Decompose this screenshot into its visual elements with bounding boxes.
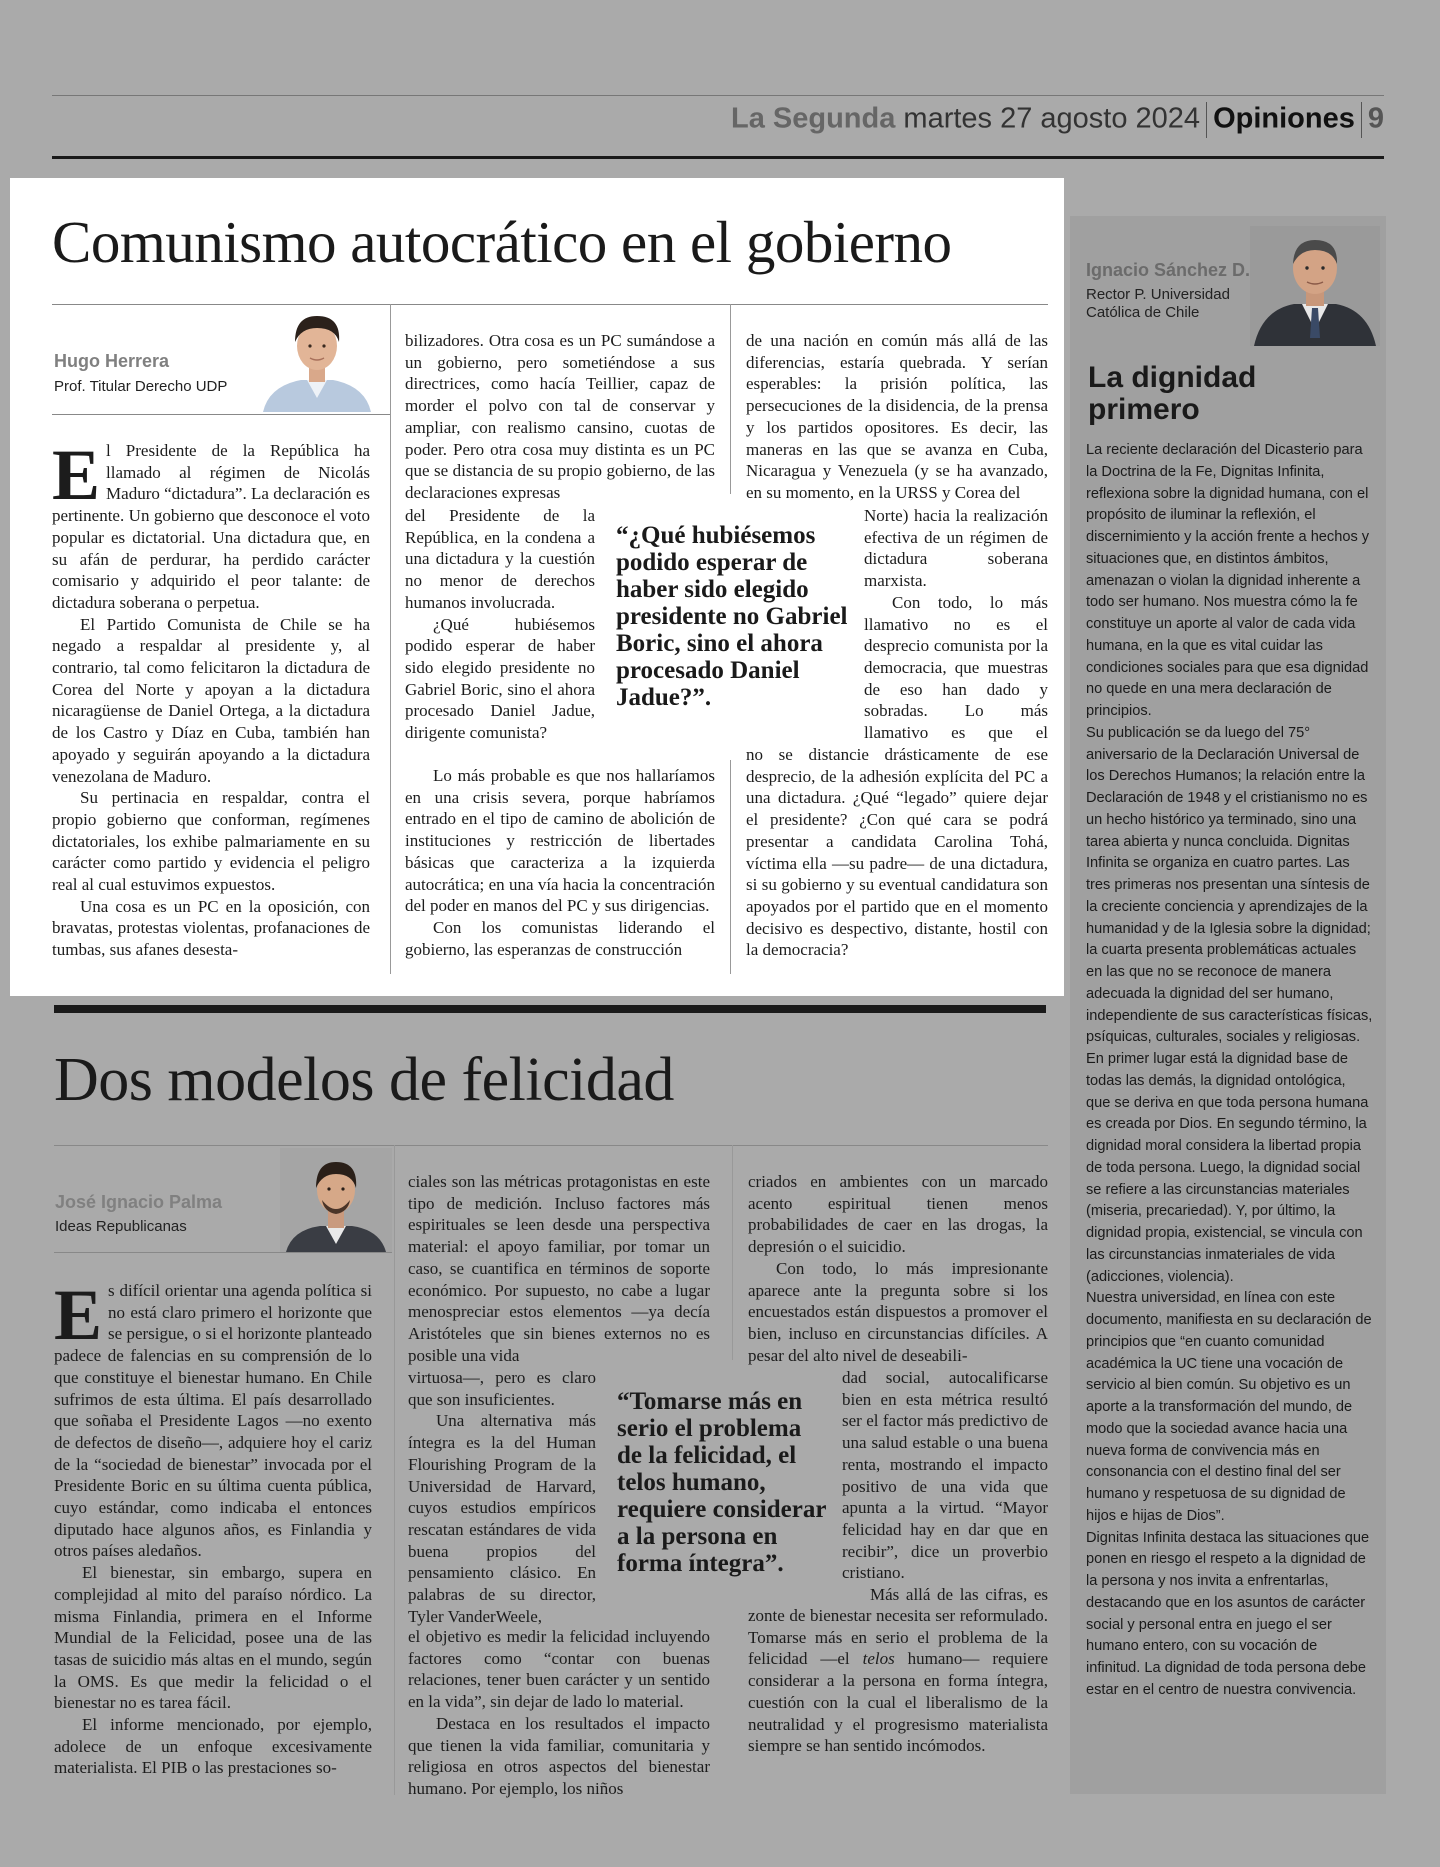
paragraph: Con todo, lo más llamativo no es el desprecio comunista por la democracia, que muestras de eso han dado y sobradas. Lo más llamativo es que el [864, 592, 1048, 743]
article2-divider [54, 1145, 1048, 1146]
paragraph: del Presidente de la República, en la condena a una dictadura y la cuestión no menor de derechos humanos involucrada. [405, 506, 595, 612]
dropcap: E [54, 1280, 103, 1355]
page-number: 9 [1367, 102, 1384, 135]
article1-author-rule [52, 414, 390, 415]
article2-column-3-top [748, 1171, 1048, 1368]
paragraph-text: humano— requiere considerar a la persona en forma íntegra, cuestión con la cual el liberalismo de la neutralidad y el progresismo materialista siempre se han sentido incómodos. [748, 1649, 1048, 1756]
paragraph: Su pertinacia en respaldar, contra el propio gobierno que conforman, regímenes dictatoriales, los exhibe palmariamente en su carácter como partido y evidencia el peligro real al cual estuvimos expuestos. [52, 788, 370, 895]
masthead-text [731, 102, 1384, 138]
article1-divider [52, 304, 1048, 305]
paragraph: bilizadores. Otra cosa es un PC sumándose a un gobierno, pero sometiéndose a sus directrices, como hacía Teillier, capaz de morder el polvo con tal de conservar y ampliar, con realismo cansino, cuotas de poder. Pero otra cosa muy distinta es un PC que se distancia de su propio gobierno, de las declaraciones expresas [405, 331, 715, 502]
article2-column-3-bottom [748, 1605, 1048, 1805]
paragraph: Dignitas Infinita destaca las situaciones que ponen en riesgo el respeto a la dignidad de la persona y nos invita a enfrentarlas, destacando que en los asuntos de carácter social y personal entra en juego el ser humano entero, con su vocación de infinitud. La dignidad de toda persona debe estar en el centro de nuestra convivencia. [1086, 1529, 1370, 1698]
article1-pullquote: “¿Qué hubiésemos podido esperar de haber sido elegido presidente no Gabriel Boric, sino el ahora procesado Daniel Jadue?”. [616, 522, 848, 711]
paragraph: Nuestra universidad, en línea con este documento, manifiesta en su declaración de principios que “en cuanto comunidad académica la UC tiene una vocación de servicio al bien común. Su objetivo es un aporte a la transformación del mundo, de modo que la sociedad avance hacia una nueva forma de convivencia más en consonancia con el destino final del ser humano y respetuosa de su dignidad de hijos e hijas de Dios”. [1086, 1290, 1372, 1524]
article1-author-name: Hugo Herrera [54, 351, 170, 371]
paragraph: Su publicación se da luego del 75° aniversario de la Declaración Universal de los Derechos Humanos; la relación entre la Declaración de 1948 y el cristianismo no es un hecho histórico ya terminado, sino una tarea abierta y nunca concluida. Dignitas Infinita se organiza en cuatro partes. Las tres primeras nos presentan una síntesis de la creciente conciencia y aprendizajes de la humanidad y de la Iglesia sobre la dignidad; la cuarta presenta problemáticas actuales en las que no se reconoce de manera adecuada la dignidad del ser humano, independiente de sus características físicas, psíquicas, culturales, sociales y religiosas. [1086, 724, 1373, 1046]
sidebar-author-name: Ignacio Sánchez D. [1086, 260, 1251, 280]
paragraph-text: zonte de bienestar necesita ser reformulado. Tomarse más en serio el problema de la felicidad —el [748, 1606, 1048, 1669]
paragraph: Norte) hacia la realización efectiva de un régimen de dictadura soberana marxista. [864, 506, 1048, 591]
article-separator [54, 1005, 1046, 1013]
article1-author-role: Prof. Titular Derecho UDP [54, 378, 228, 395]
paragraph: Más allá de las cifras, es [870, 1585, 1048, 1605]
sidebar-author-role-1: Rector P. Universidad [1086, 286, 1230, 303]
paragraph: Una cosa es un PC en la oposición, con bravatas, protestas violentas, profanaciones de tumbas, sus afanes desesta- [52, 896, 370, 960]
article2-pullquote: “Tomarse más en serio el problema de la felicidad, el telos humano, requiere considerar a la persona en forma íntegra”. [617, 1388, 826, 1577]
sidebar-author-role-2: Católica de Chile [1086, 304, 1200, 321]
column-rule [730, 760, 731, 974]
column-rule [730, 304, 731, 494]
paragraph: En primer lugar está la dignidad base de todas las demás, la dignidad ontológica, que se deriva en que toda persona humana es creada por Dios. En segundo término, la dignidad moral considera la libertad propia de toda persona. Luego, la dignidad social se refiere a las circunstancias materiales (miseria, precariedad). Y, por último, la dignidad propia, existencial, se vincula con las circunstancias inmateriales de vida (adicciones, violencia). [1086, 1051, 1369, 1285]
sidebar-title-line-1: La dignidad [1088, 361, 1257, 394]
section-name: Opiniones [1213, 102, 1355, 135]
paragraph: no se distancie drásticamente de ese desprecio, de la adhesión explícita del PC a una dictadura. ¿Qué “legado” quiere dejar el presidente? ¿Con qué cara se podrá presentar a candidata Carolina Tohá, víctima ella —su padre— de una dictadura, si su gobierno y su eventual candidatura son apoyados por el partido que en el momento decisivo es despectivo, distante, hostil con la democracia? [746, 745, 1048, 960]
paragraph: de una nación en común más allá de las diferencias, estaría quebrada. Y serían esperables: la prisión política, las persecuciones de la disidencia, de la prensa y los partidos opositores. Es decir, las maneras en las que se avanza en Cuba, Nicaragua y Venezuela (y se ha avanzado, en su momento, en la URSS y Corea del [746, 331, 1048, 502]
article1-headline: Comunismo autocrático en el gobierno [52, 209, 952, 275]
article2-column-2-middle [408, 1367, 596, 1627]
article2-column-3-middle [842, 1367, 1048, 1607]
article2-author-rule [54, 1252, 392, 1253]
column-rule [394, 1145, 395, 1795]
masthead-separator [1361, 102, 1362, 138]
article1-author-photo [255, 306, 379, 412]
paragraph: ¿Qué hubiésemos podido esperar de haber sido elegido presidente no Gabriel Boric, sino el ahora procesado Daniel Jadue, dirigente comunista? [405, 614, 595, 743]
paragraph: virtuosa—, pero es claro que son insuficientes. [408, 1368, 596, 1409]
paragraph: l Presidente de la República ha llamado al régimen de Nicolás Maduro “dictadura”. La declaración es pertinente. Un gobierno que desconoce el voto popular es dictatorial. Una dictadura que, en su afán de perdurar, ha perdido carácter comisario y adquirido el peor talante: de dictadura soberana o perpetua. [52, 441, 370, 612]
paragraph: Lo más probable es que nos hallaríamos en una crisis severa, porque habríamos entrado en el tipo de camino de abolición de instituciones y restricción de libertades básicas que caracteriza a la izquierda autocrática; en una vía hacia la concentración del poder en manos del PC y sus dirigencias. [405, 766, 715, 916]
paragraph: Destaca en los resultados el impacto que tienen la vida familiar, comunitaria y religiosa en otros aspectos del bienestar humano. Por ejemplo, los niños [408, 1713, 710, 1798]
column-rule [390, 304, 391, 974]
sidebar-author-photo [1250, 226, 1380, 346]
article2-column-2-bottom [408, 1626, 710, 1800]
paragraph: dad social, autocalificarse bien en esta métrica resultó ser el factor más predictivo de una salud estable o una buena renta, mostrando el impacto positivo de una vida que apunta a la virtud. “Mayor felicidad hay en dar que en recibir”, dice un proverbio cristiano. [842, 1368, 1048, 1583]
newspaper-name: La Segunda [730, 102, 896, 135]
article1-column-3-top [746, 330, 1048, 506]
paragraph: Con todo, lo más impresionante aparece ante la pregunta sobre si los encuestados están dispuestos a promover el bien, incluso en circunstancias difíciles. A pesar del alto nivel de deseabili- [748, 1258, 1048, 1365]
paragraph: el objetivo es medir la felicidad incluyendo factores como “contar con buenas relaciones, tener buen carácter y un sentido en la vida”, sin dejar de lado lo material. [408, 1627, 710, 1712]
masthead-separator [1206, 102, 1207, 138]
sidebar-opinion [1070, 216, 1386, 1794]
article2-author-photo [280, 1148, 392, 1252]
issue-date: martes 27 agosto 2024 [903, 102, 1201, 135]
masthead [52, 95, 1384, 159]
article1-column-1 [52, 440, 370, 978]
column-rule [732, 1145, 733, 1360]
article2-author-name: José Ignacio Palma [55, 1192, 223, 1212]
sidebar-title-line-2: primero [1088, 393, 1200, 426]
paragraph: s difícil orientar una agenda política si no está claro primero el horizonte que se persigue, o si el horizonte planteado padece de falencias en su comprensión de lo que constituye el bienestar humano. En Chile sufrimos de esta última. El país desarrollado que soñaba el Presidente Lagos —no exento de defectos de diseño—, adquiere hoy el cariz de la “sociedad de bienestar” invocada por el Presidente Boric en su última cuenta pública, cuyo estándar, como indicaba el entonces diputado hace algunos años, es Finlandia y otros países aledaños. [54, 1281, 372, 1561]
dropcap: E [52, 440, 101, 515]
article1-column-2-top [405, 330, 715, 506]
article2-column-2-top [408, 1171, 710, 1368]
paragraph: El Partido Comunista de Chile se ha negado a respaldar al presidente y, al contrario, tal como felicitaron la dictadura de Corea del Norte y apoyan a la dictadura nicaragüense de Daniel Ortega, a la dictadura de los Castro y Díaz en Cuba, también han apoyado y seguirán apoyando a la dictadura venezolana de Maduro. [52, 614, 370, 786]
paragraph: ciales son las métricas protagonistas en este tipo de medición. Incluso factores más espirituales se leen desde una perspectiva material: el apoyo familiar, por tomar un caso, se cuantifica en términos de soporte económico. Por supuesto, no cabe a lugar menospreciar estos elementos —ya decía Aristóteles que sin bienes externos no es posible una vida [408, 1172, 710, 1365]
paragraph: El informe mencionado, por ejemplo, adolece de un enfoque excesivamente materialista. El PIB o las prestaciones so- [54, 1715, 372, 1778]
article1-column-2-middle [405, 505, 595, 767]
article2-headline: Dos modelos de felicidad [54, 1046, 674, 1114]
sidebar-body [1086, 440, 1374, 1702]
article2-author-role: Ideas Republicanas [55, 1218, 187, 1235]
article2-column-1 [54, 1280, 372, 1800]
paragraph: La reciente declaración del Dicasterio para la Doctrina de la Fe, Dignitas Infinita, reflexiona sobre la dignidad humana, con el propósito de iluminar la reflexión, el discernimiento y la acción frente a hechos y situaciones que, en distintos ámbitos, amenazan o violan la dignidad inherente a todo ser humano. Nos muestra cómo la fe constituye un aporte al valor de cada vida humana, en la que es vital cuidar las condiciones sociales para que esa dignidad no quede en una mera declaración de principios. [1086, 442, 1370, 719]
italic-word: telos [862, 1649, 895, 1669]
paragraph: El bienestar, sin embargo, supera en complejidad al mito del paraíso nórdico. La misma Finlandia, primera en el Informe Mundial de la Felicidad, posee una de las tasas de suicidio más altas en el mundo, según la OMS. Es que medir la felicidad o el bienestar no es tarea fácil. [54, 1563, 372, 1713]
article1-column-3-bottom [746, 744, 1048, 984]
paragraph: Una alternativa más íntegra es la del Human Flourishing Program de la Universidad de Harvard, cuyos estudios empíricos rescatan estándares de vida buena propios del pensamiento clásico. En palabras de su director, Tyler VanderWeele, [408, 1411, 596, 1626]
paragraph: criados en ambientes con un marcado acento espiritual tienen menos probabilidades de caer en las drogas, la depresión o el suicidio. [748, 1172, 1048, 1257]
article1-column-2-bottom [405, 765, 715, 979]
paragraph: Con los comunistas liderando el gobierno, las esperanzas de construcción [405, 917, 715, 959]
article1-column-3-middle [864, 505, 1048, 745]
